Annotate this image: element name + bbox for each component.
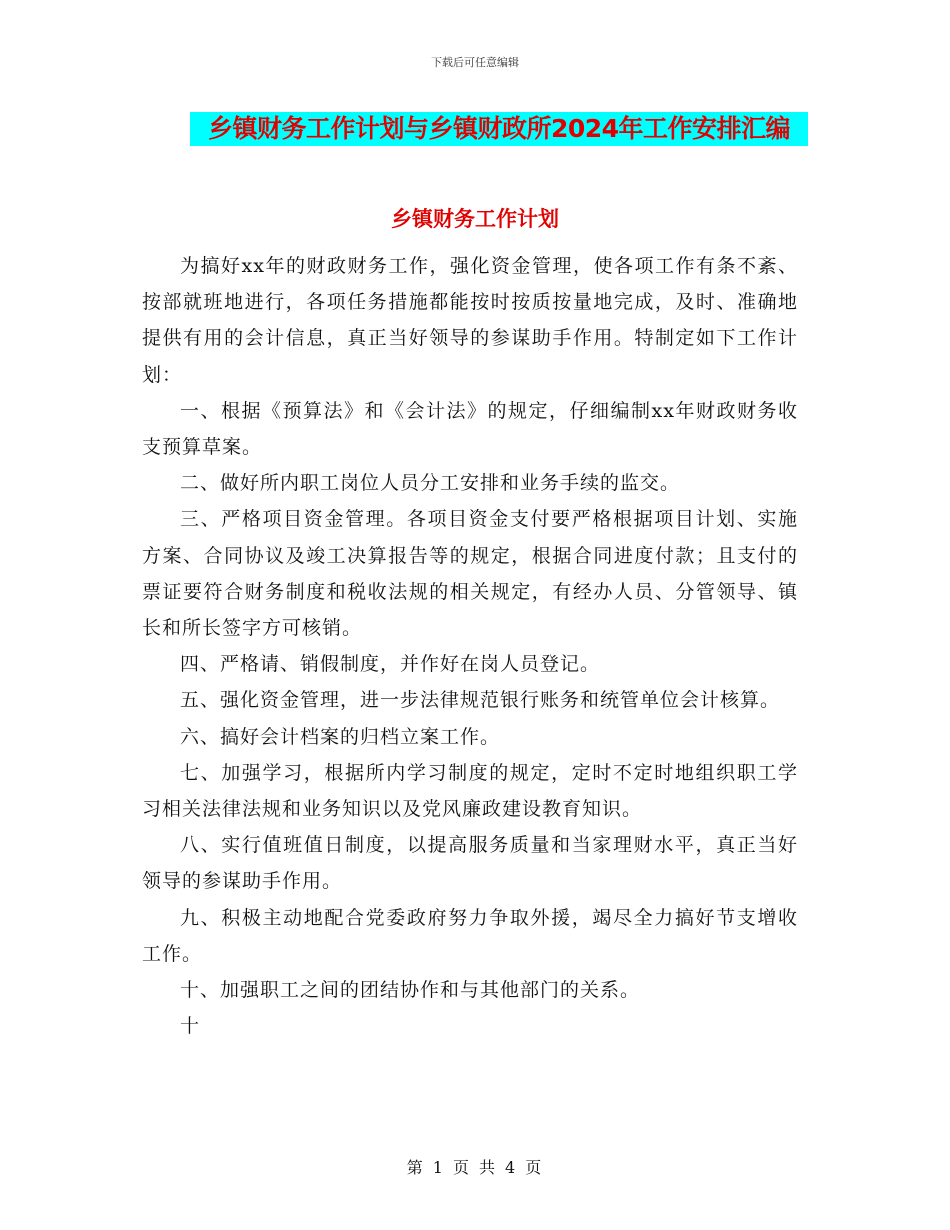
paragraph-item-7: 七、加强学习，根据所内学习制度的规定，定时不定时地组织职工学习相关法律法规和业务知识以及党风廉政建设教育知识。 xyxy=(142,761,798,821)
footer-total-label: 共 xyxy=(479,1158,498,1177)
footer-page-unit: 页 xyxy=(452,1158,471,1177)
paragraph-item-4: 四、严格请、销假制度，并作好在岗人员登记。 xyxy=(180,653,601,676)
paragraph-item-1: 一、根据《预算法》和《会计法》的规定，仔细编制xx年财政财务收支预算草案。 xyxy=(142,399,798,459)
paragraph-item-6: 六、搞好会计档案的归档立案工作。 xyxy=(180,725,501,748)
paragraph-item-3: 三、严格项目资金管理。各项目资金支付要严格根据项目计划、实施方案、合同协议及竣工决算报告等的规定，根据合同进度付款；且支付的票证要符合财务制度和税收法规的相关规定，有经办人员、分管领导、镇长和所长签字方可核销。 xyxy=(142,508,798,640)
header-note: 下载后可任意编辑 xyxy=(431,56,519,69)
paragraph-item-10: 十、加强职工之间的团结协作和与其他部门的关系。 xyxy=(180,979,641,1002)
paragraph-item-8: 八、实行值班值日制度，以提高服务质量和当家理财水平，真正当好领导的参谋助手作用。 xyxy=(142,834,798,893)
paragraph-intro: 为搞好xx年的财政财务工作，强化资金管理，使各项工作有条不紊、按部就班地进行，各项任务措施都能按时按质按量地完成，及时、准确地提供有用的会计信息，真正当好领导的参谋助手作用。特制定如下工作计划： xyxy=(142,255,798,386)
footer-page-label: 第 xyxy=(406,1158,425,1177)
paragraph-item-2: 二、做好所内职工岗位人员分工安排和业务手续的监交。 xyxy=(180,472,681,495)
paragraph-item-11-partial: 十 xyxy=(180,1015,201,1038)
footer-page-number: 1 xyxy=(432,1158,445,1177)
document-body xyxy=(142,248,798,1044)
footer-total-pages: 4 xyxy=(505,1158,518,1177)
paragraph-item-5: 五、强化资金管理，进一步法律规范银行账务和统管单位会计核算。 xyxy=(180,689,781,712)
page-footer xyxy=(0,1155,950,1178)
footer-total-unit: 页 xyxy=(525,1158,544,1177)
document-title: 乡镇财务工作计划与乡镇财政所2024年工作安排汇编 xyxy=(190,112,808,146)
paragraph-item-9: 九、积极主动地配合党委政府努力争取外援，竭尽全力搞好节支增收工作。 xyxy=(142,906,798,965)
section-title: 乡镇财务工作计划 xyxy=(391,207,559,231)
